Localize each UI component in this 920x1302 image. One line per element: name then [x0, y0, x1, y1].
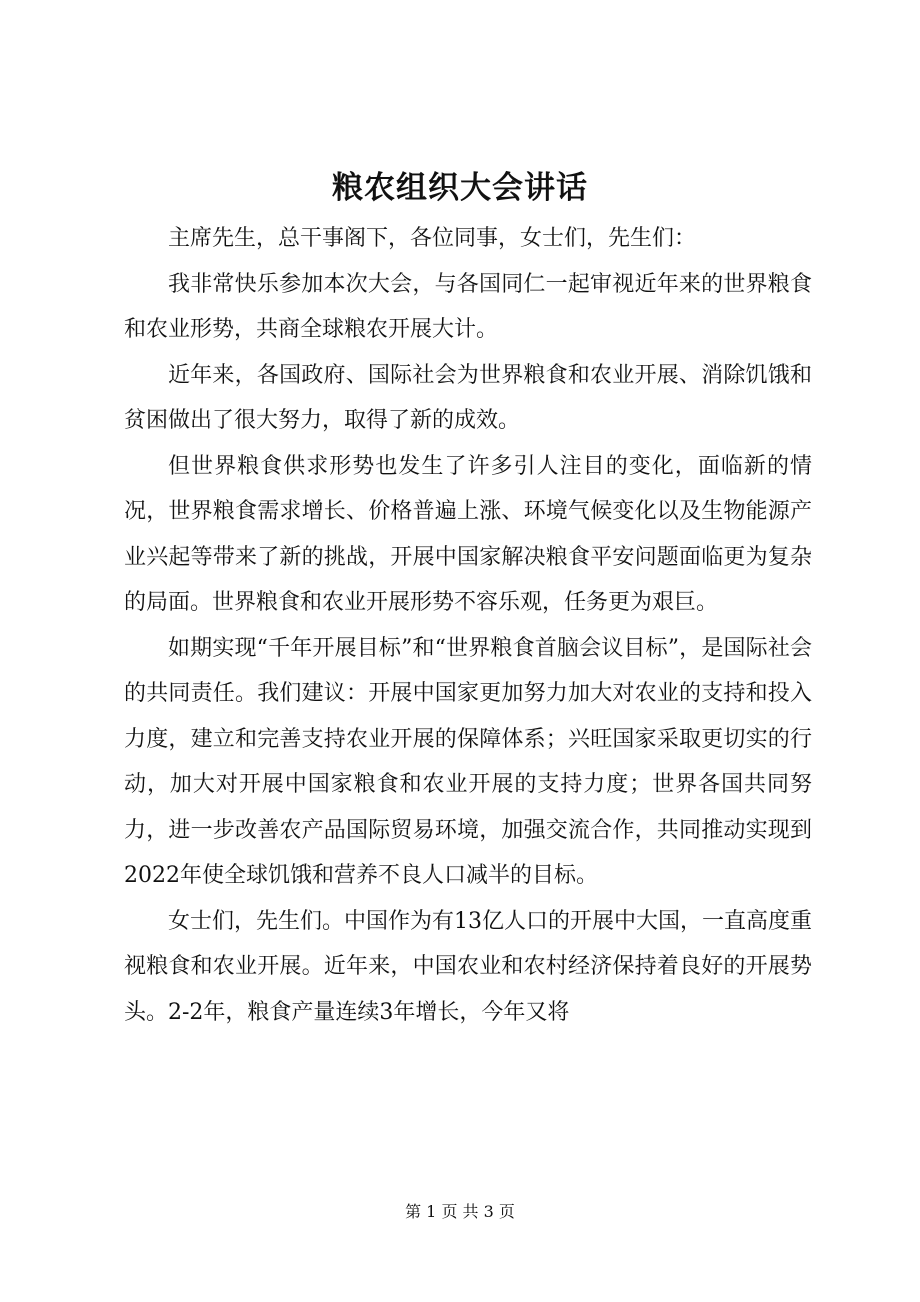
paragraph: 近年来，各国政府、国际社会为世界粮食和农业开展、消除饥饿和贫困做出了很大努力，取得了新的成效。	[124, 362, 812, 433]
paragraph: 但世界粮食供求形势也发生了许多引人注目的变化，面临新的情况，世界粮食需求增长、价格普遍上涨、环境气候变化以及生物能源产业兴起等带来了新的挑战，开展中国家解决粮食平安问题面临更为复杂的局面。世界粮食和农业开展形势不容乐观，任务更为艰巨。	[124, 453, 812, 615]
document-body	[124, 216, 812, 1035]
paragraph: 女士们，先生们。中国作为有13亿人口的开展中大国，一直高度重视粮食和农业开展。近年来，中国农业和农村经济保持着良好的开展势头。2-2年，粮食产量连续3年增长，今年又将	[124, 908, 812, 1025]
paragraph: 我非常快乐参加本次大会，与各国同仁一起审视近年来的世界粮食和农业形势，共商全球粮农开展大计。	[124, 271, 812, 342]
page-title: 粮农组织大会讲话	[332, 170, 588, 206]
paragraph-greeting: 主席先生，总干事阁下，各位同事，女士们，先生们：	[168, 226, 697, 251]
page-number-footer: 第 1 页 共 3 页	[405, 1202, 515, 1221]
paragraph: 如期实现“千年开展目标”和“世界粮食首脑会议目标”，是国际社会的共同责任。我们建议：开展中国家更加努力加大对农业的支持和投入力度，建立和完善支持农业开展的保障体系；兴旺国家采取更切实的行动，加大对开展中国家粮食和农业开展的支持力度；世界各国共同努力，进一步改善农产品国际贸易环境，加强交流合作，共同推动实现到2022年使全球饥饿和营养不良人口减半的目标。	[124, 635, 812, 888]
